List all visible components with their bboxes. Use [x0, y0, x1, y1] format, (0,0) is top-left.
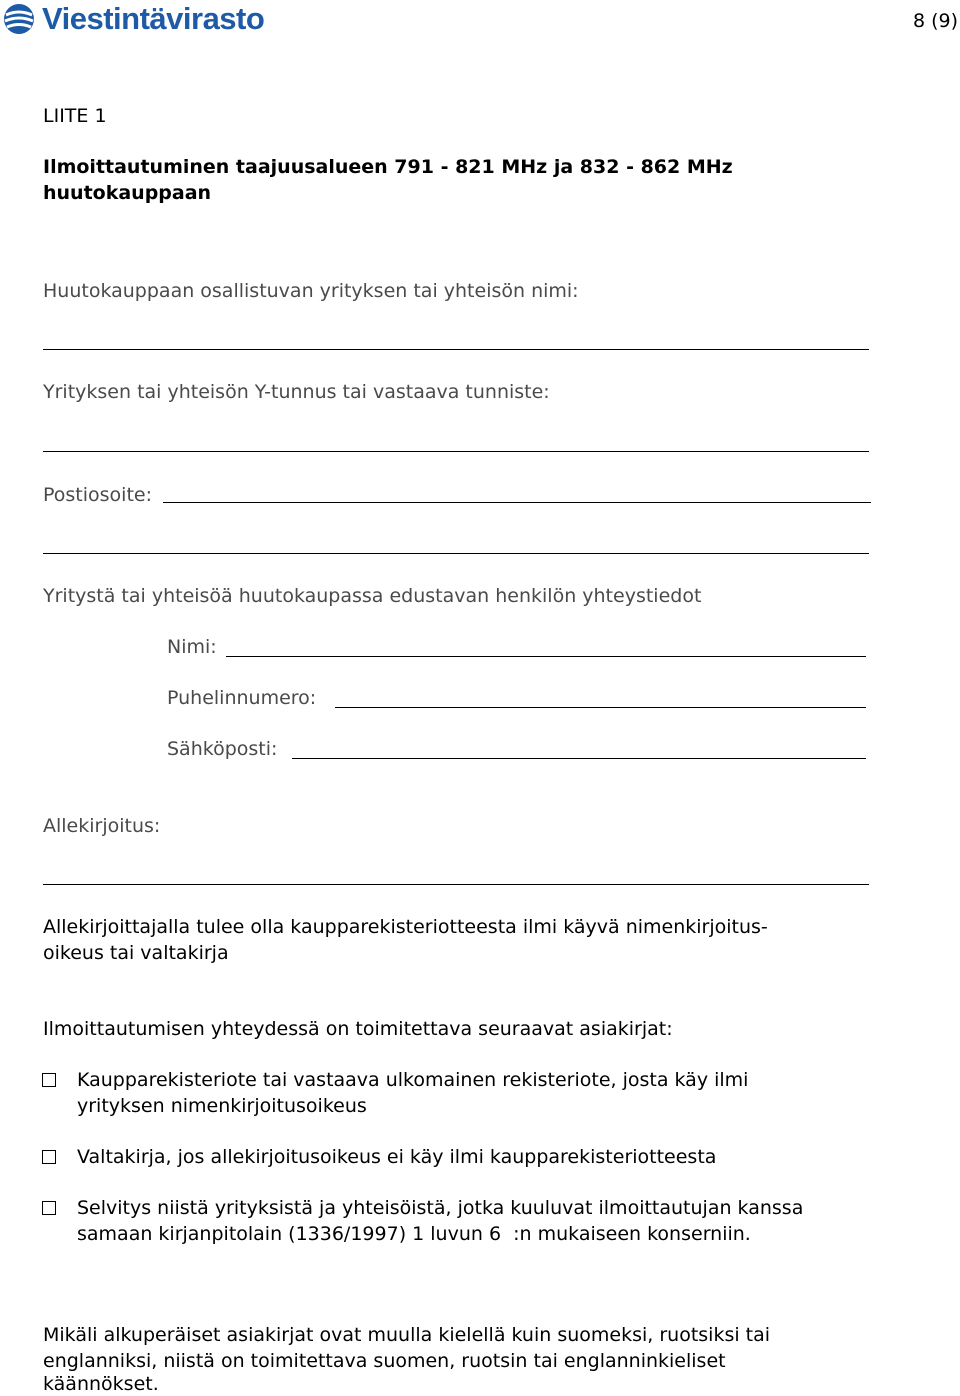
company-name-label: Huutokauppaan osallistuvan yrityksen tai yhteisön nimi:: [43, 280, 579, 302]
contact-phone-label: Puhelinnumero:: [167, 687, 317, 709]
viestintavirasto-logo: [2, 2, 264, 36]
checklist-item-1-line1: Kaupparekisteriote tai vastaava ulkomainen rekisteriote, josta käy ilmi: [77, 1069, 749, 1091]
contact-email-label: Sähköposti:: [167, 738, 278, 760]
postal-address-field-1[interactable]: [163, 502, 871, 503]
business-id-label: Yrityksen tai yhteisön Y-tunnus tai vastaava tunniste:: [43, 381, 550, 403]
business-id-field[interactable]: [43, 451, 869, 452]
contact-heading: Yritystä tai yhteisöä huutokaupassa edustavan henkilön yhteystiedot: [43, 585, 702, 607]
checklist-item-2-line1: Valtakirja, jos allekirjoitusoikeus ei käy ilmi kaupparekisteriotteesta: [77, 1146, 717, 1168]
signature-field[interactable]: [43, 884, 869, 885]
footer-note-line3: käännökset.: [43, 1373, 159, 1395]
signature-label: Allekirjoitus:: [43, 815, 161, 837]
footer-note-line2: englanniksi, niistä on toimitettava suomen, ruotsin tai englanninkieliset: [43, 1350, 726, 1372]
globe-logo-icon: [2, 2, 36, 36]
checkbox-group-report[interactable]: [42, 1201, 56, 1215]
signature-note-line2: oikeus tai valtakirja: [43, 942, 229, 964]
checklist-item-3-line1: Selvitys niistä yrityksistä ja yhteisöistä, jotka kuuluvat ilmoittautujan kanssa: [77, 1197, 804, 1219]
signature-note-line1: Allekirjoittajalla tulee olla kaupparekisteriotteesta ilmi käyvä nimenkirjoitus-: [43, 916, 768, 938]
contact-phone-field[interactable]: [335, 707, 866, 708]
company-name-field[interactable]: [43, 349, 869, 350]
checkbox-power-of-attorney[interactable]: [42, 1150, 56, 1164]
contact-email-field[interactable]: [292, 758, 866, 759]
checklist-item-1-line2: yrityksen nimenkirjoitusoikeus: [77, 1095, 367, 1117]
document-title-line1: Ilmoittautuminen taajuusalueen 791 - 821 MHz ja 832 - 862 MHz: [43, 156, 733, 178]
logo-text: Viestintävirasto: [42, 1, 265, 36]
checkbox-trade-register[interactable]: [42, 1073, 56, 1087]
document-title-line2: huutokauppaan: [43, 182, 212, 204]
checklist-item-3-line2: samaan kirjanpitolain (1336/1997) 1 luvun 6 :n mukaiseen konserniin.: [77, 1223, 751, 1245]
documents-heading: Ilmoittautumisen yhteydessä on toimitettava seuraavat asiakirjat:: [43, 1018, 673, 1040]
contact-name-field[interactable]: [226, 656, 866, 657]
postal-address-label: Postiosoite:: [43, 484, 152, 506]
annex-label: LIITE 1: [43, 105, 107, 127]
contact-name-label: Nimi:: [167, 636, 217, 658]
postal-address-field-2[interactable]: [43, 553, 869, 554]
page-number: 8 (9): [912, 10, 958, 32]
footer-note-line1: Mikäli alkuperäiset asiakirjat ovat muulla kielellä kuin suomeksi, ruotsiksi tai: [43, 1324, 771, 1346]
